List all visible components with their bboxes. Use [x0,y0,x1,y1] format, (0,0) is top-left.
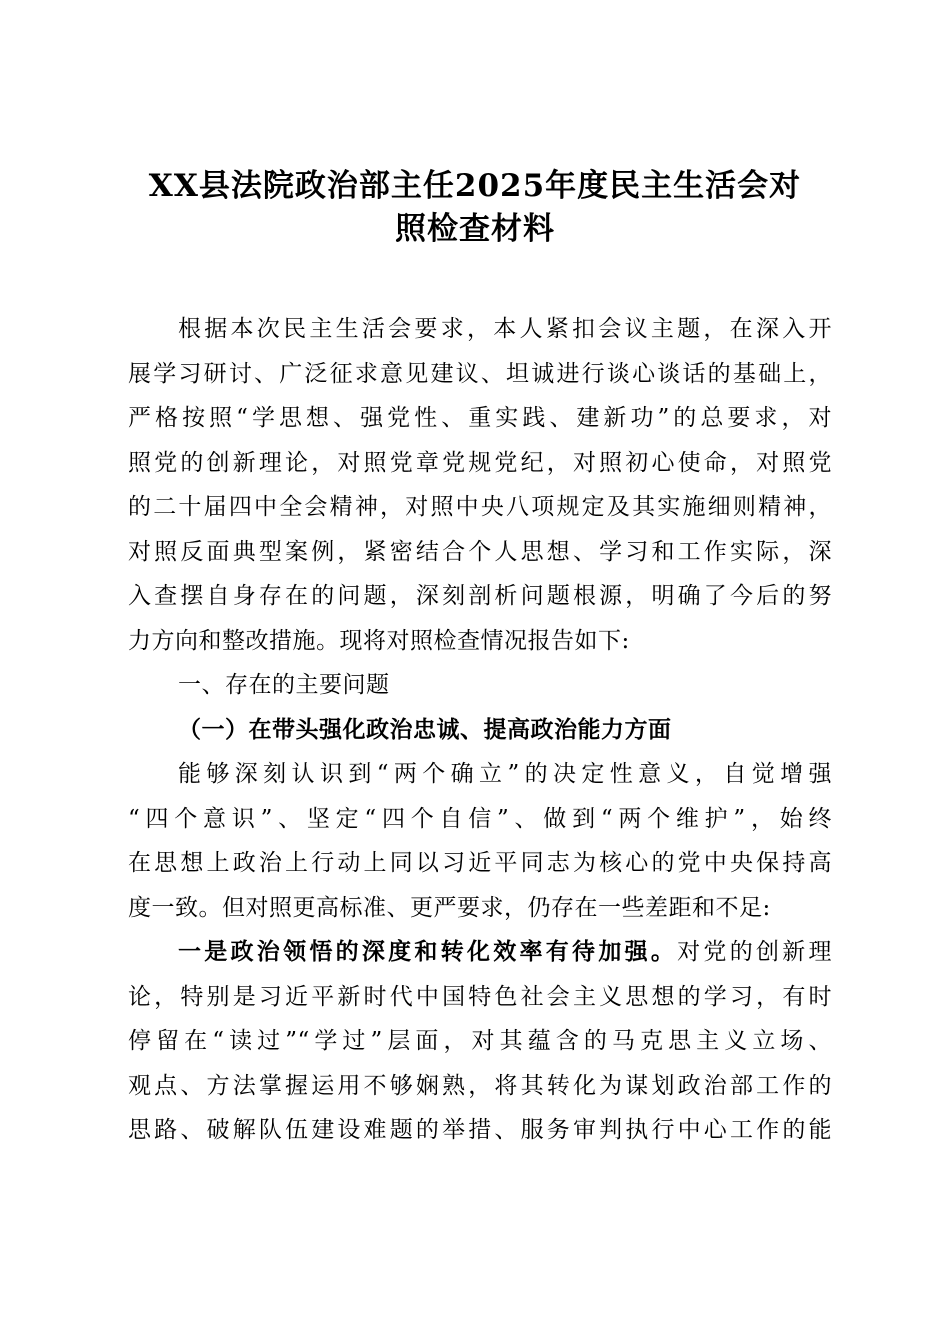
paragraph-line: 力方向和整改措施。现将对照检查情况报告如下: [128,627,630,654]
paragraph-line [128,930,832,975]
paragraph-line: 入查摆自身存在的问题，深刻剖析问题根源，明确了今后的努 [128,583,832,609]
bold-lead-text: 一是政治领悟的深度和转化效率有待加强。 [178,939,678,965]
paragraph-line: 对照反面典型案例，紧密结合个人思想、学习和工作实际，深 [128,538,832,565]
title-line-1: XX县法院政治部主任2025年度民主生活会对 [148,168,802,204]
paragraph-line: 思路、破解队伍建设难题的举措、服务审判执行中心工作的能 [128,1117,832,1143]
paragraph-line: 观点、方法掌握运用不够娴熟，将其转化为谋划政治部工作的 [128,1072,832,1099]
document-title [120,165,830,251]
section-heading: 一、存在的主要问题 [178,672,390,698]
paragraph-line: 严格按照“学思想、强党性、重实践、建新功”的总要求，对 [128,405,832,431]
paragraph-line: “四个意识”、坚定“四个自信”、做到“两个维护”，始终 [128,805,832,832]
paragraph-line: 在思想上政治上行动上同以习近平同志为核心的党中央保持高 [128,850,832,876]
paragraph-line: 停留在“读过”“学过”层面，对其蕴含的马克思主义立场、 [128,1028,832,1054]
paragraph-line: 度一致。但对照更高标准、更严要求，仍存在一些差距和不足: [128,894,771,921]
paragraph-line: 根据本次民主生活会要求，本人紧扣会议主题，在深入开 [178,316,832,342]
paragraph-line: 论，特别是习近平新时代中国特色社会主义思想的学习，有时 [128,983,832,1010]
title-line-2: 照检查材料 [395,211,555,247]
intro-paragraph [128,307,832,663]
paragraph-line: 照党的创新理论，对照党章党规党纪，对照初心使命，对照党 [128,449,832,476]
body-paragraph [128,930,832,1153]
body-paragraph [128,752,832,930]
paragraph-line: 能够深刻认识到“两个确立”的决定性意义，自觉增强 [178,761,832,787]
paragraph-line: 的二十届四中全会精神，对照中央八项规定及其实施细则精神， [128,494,832,520]
paragraph-line: 展学习研讨、广泛征求意见建议、坦诚进行谈心谈话的基础上， [128,360,832,387]
document-body [128,307,832,1153]
lead-line-rest: 对党的创新理 [677,939,833,965]
subsection-heading: （一）在带头强化政治忠诚、提高政治能力方面 [178,716,672,743]
